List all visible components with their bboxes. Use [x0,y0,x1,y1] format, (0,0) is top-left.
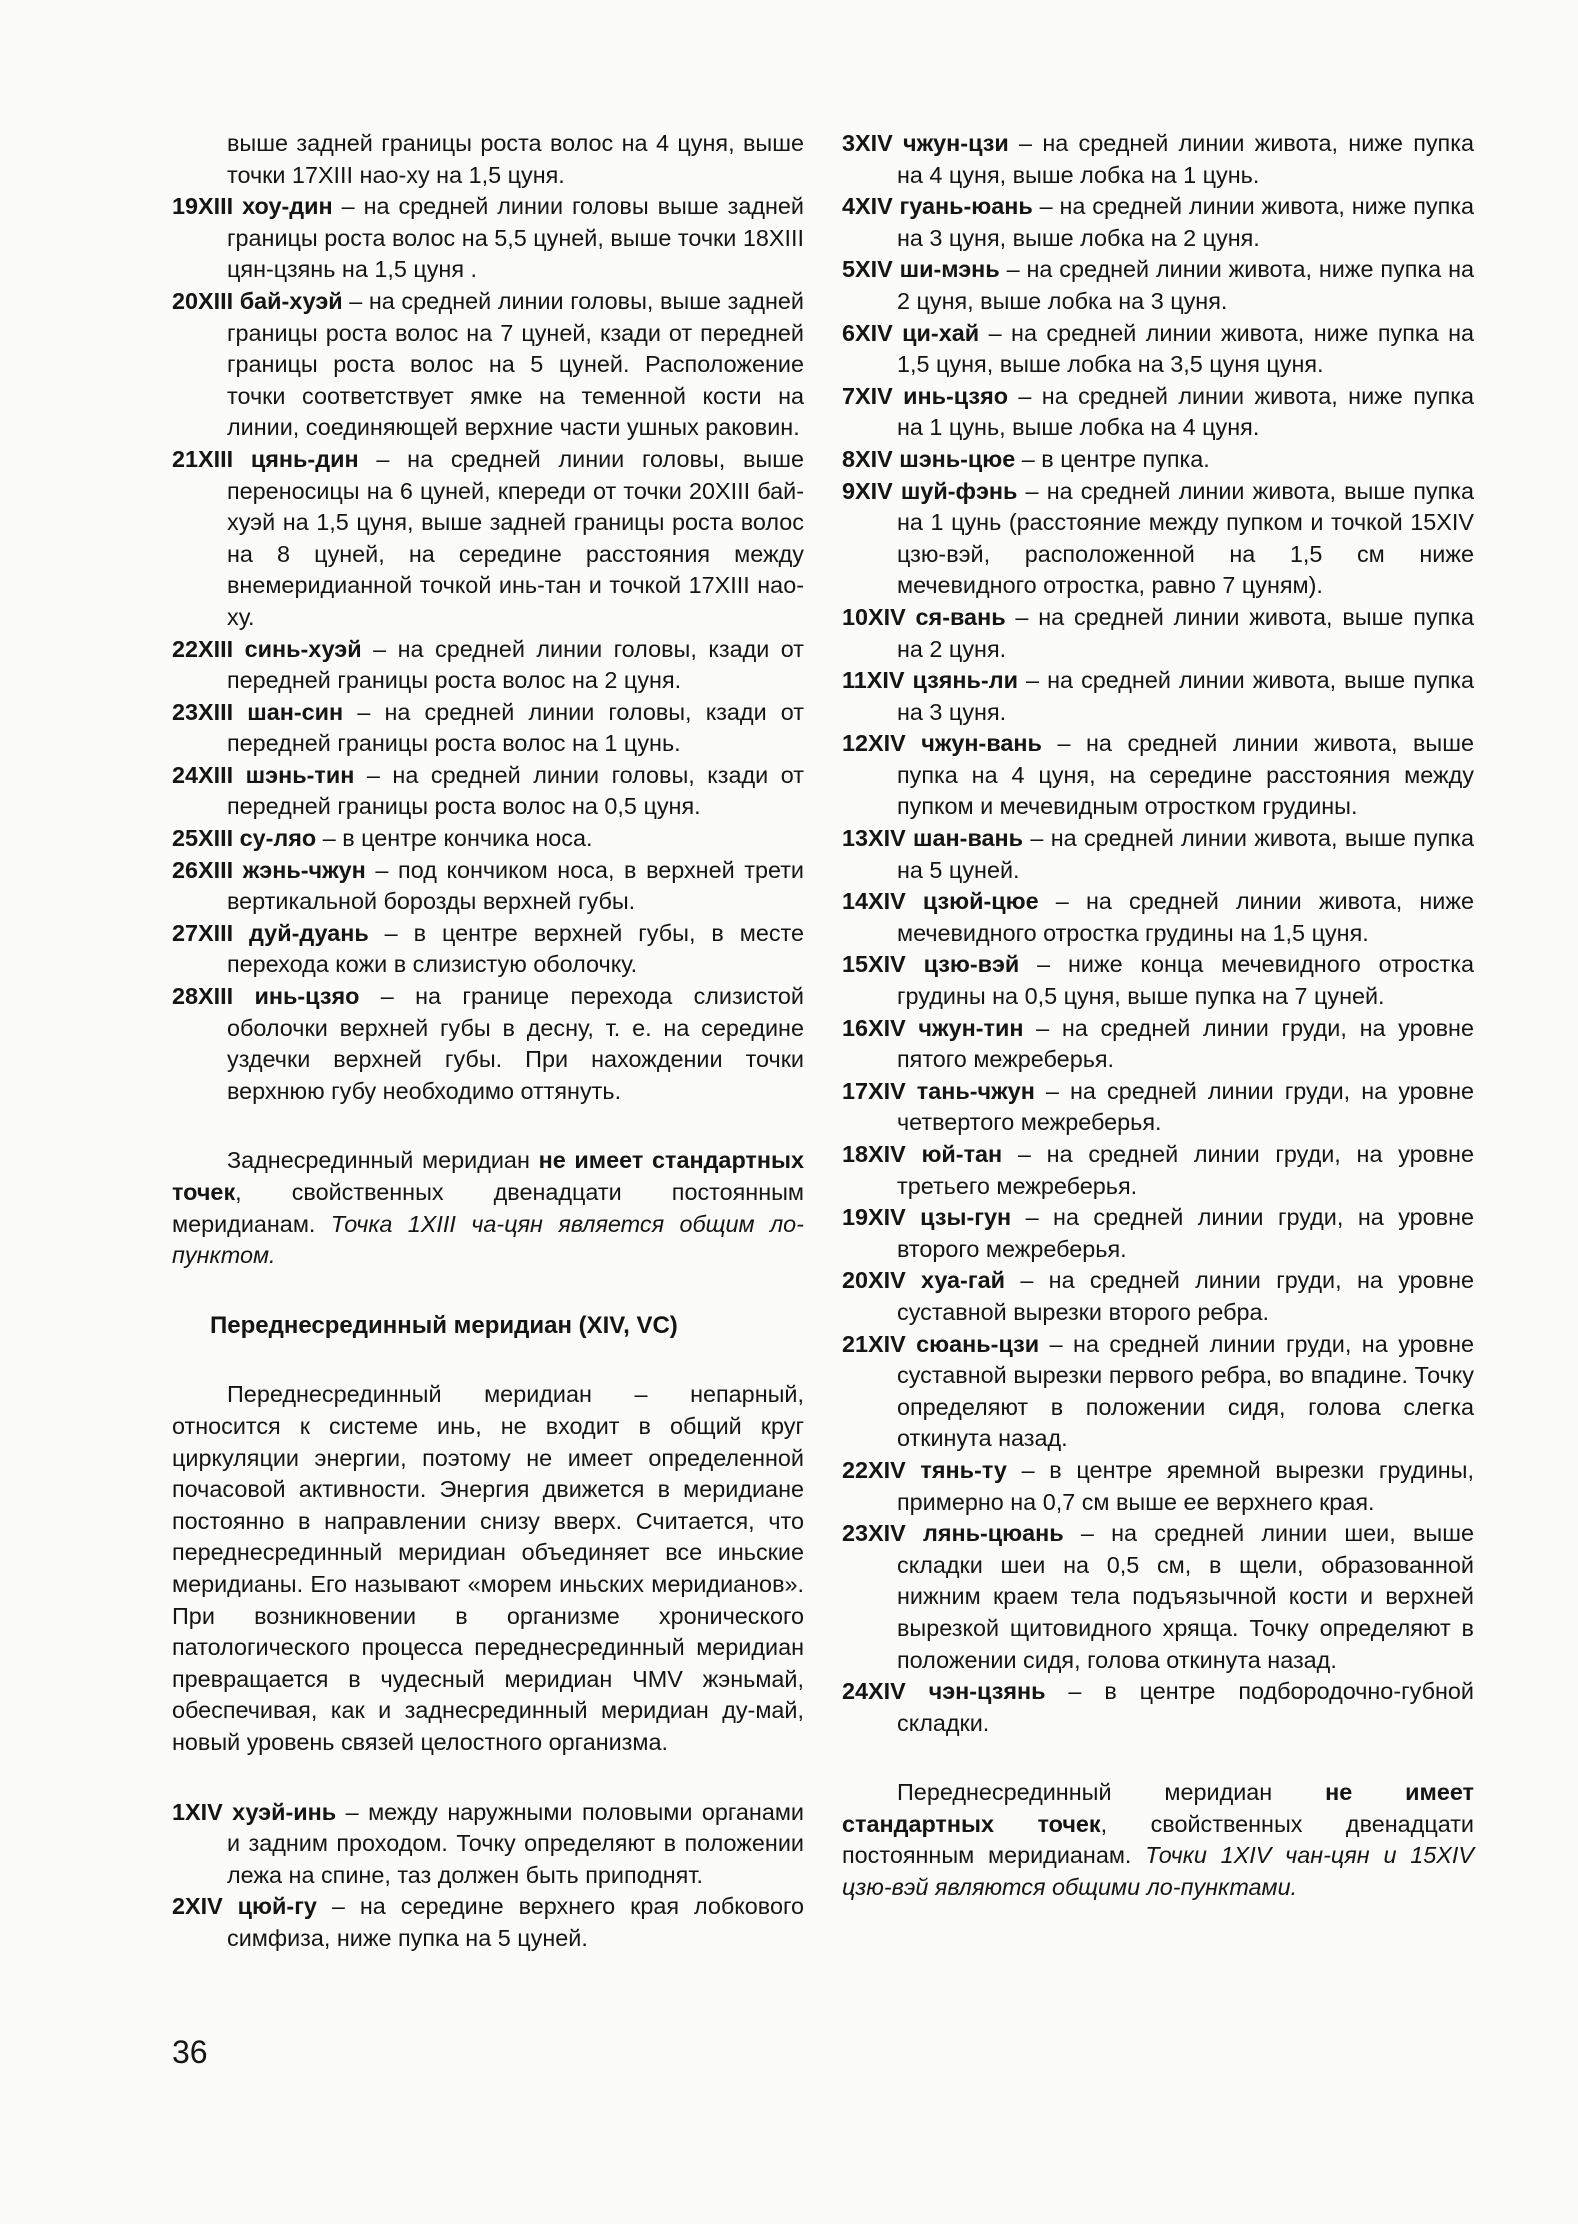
point-entry [842,886,1474,949]
point-description: – на средней линии груди, на уровне суставной вырезки первого ребра, во впадине. Точку определяют в положении сидя, голова слегка откинута назад. [897,1330,1474,1452]
point-description: – на средней линии груди, на уровне второго межреберья. [897,1204,1475,1262]
continued-entry: выше задней границы роста волос на 4 цуня, выше точки 17XIII нао-ху на 1,5 цуня. [227,130,804,188]
point-description: – на средней линии груди, на уровне третьего межреберья. [897,1141,1474,1199]
point-description: – на средней линии головы, выше переносицы на 6 цуней, кпереди от точки 20XIII бай-хуэй на 1,5 цуня, выше задней границы роста волос на 8 цуней, на середине расстояния между внемеридианной точкой инь-тан и точкой 17XIII нао-ху. [227,445,804,630]
point-entry [842,1202,1474,1265]
point-term: 11XIV цзянь-ли [842,667,1018,694]
point-term: 3XIV чжун-цзи [842,130,1009,156]
point-term: 7XIV инь-цзяо [842,382,1008,409]
point-entry [842,476,1474,602]
point-term: 17XIV тань-чжун [842,1077,1035,1104]
entry-list-xiv [842,128,1474,1739]
point-description: – на средней линии головы, кзади от передней границы роста волос на 2 цуня. [227,635,804,694]
point-entry [842,444,1474,476]
point-term: 10XIV ся-вань [842,603,1006,630]
left-column [172,128,804,1954]
intro-paragraph: Переднесрединный меридиан – непарный, относится к системе инь, не входит в общий круг циркуляции энергии, поэтому не имеет определенной почасовой активности. Энергия движется в меридиане постоянно в направлении снизу вверх. Считается, что переднесрединный меридиан объединяет все иньские меридианы. Его называют «морем иньских меридианов». При возникновении в организме хронического патологического процесса переднесрединный меридиан превращается в чудесный меридиан ЧМV жэньмай, обеспечивая, как и заднесрединный меридиан ду-май, новый уровень связей целостного организма. [172,1381,804,1755]
point-description: – на средней линии головы, выше задней границы роста волос на 7 цуней, кзади от передней границы роста волос на 5 цуней. Расположение точки соответствует ямке на теменной кости на линии, соединяющей верхние части ушных раковин. [227,287,804,441]
point-description: – на средней линии груди, на уровне пятого межреберья. [897,1014,1474,1073]
point-entry [842,1265,1474,1328]
point-term: 22XIII синь-хуэй [172,635,362,662]
point-term: 9XIV шуй-фэнь [842,477,1018,504]
point-description: – на средней линии живота, ниже пупка на 2 цуня, выше лобка на 3 цуня. [897,256,1474,314]
point-entry [172,823,804,855]
point-entry [842,1455,1474,1518]
point-description: – на средней линии головы выше задней границы роста волос на 5,5 цуней, выше точки 18XIII цян-цзянь на 1,5 цуня . [227,193,804,283]
point-description: – на средней линии живота, выше пупка на 4 цуня, на середине расстояния между пупком и мечевидным отростком грудины. [897,730,1474,820]
point-term: 27XIII дуй-дуань [172,919,369,946]
point-term: 13XIV шан-вань [842,825,1024,852]
point-entry [842,254,1474,317]
point-description: – в центре подбородочно-губной складки. [897,1678,1474,1736]
point-term: 16XIV чжун-тин [842,1014,1024,1041]
point-description: – на средней линии живота, ниже мечевидного отростка грудины на 1,5 цуня. [897,888,1474,946]
point-term: 18XIV юй-тан [842,1141,1003,1167]
point-description: – на средней линии головы, кзади от передней границы роста волос на 1 цунь. [227,698,804,757]
point-description: – на средней линии живота, ниже пупка на 3 цуня, выше лобка на 2 цуня. [897,193,1474,251]
point-entry [172,981,804,1107]
point-entry [842,728,1474,823]
point-description: – на средней линии груди, на уровне суставной вырезки второго ребра. [897,1267,1475,1325]
note-italic: Точка 1XIII ча-цян является общим ло-пунктом. [172,1210,804,1269]
point-term: 6XIV ци-хай [842,319,980,346]
point-term: 14XIV цзюй-цюе [842,888,1039,915]
point-term: 23XIV лянь-цюань [842,1520,1064,1547]
point-term: 5XIV ши-мэнь [842,256,1000,283]
point-term: 15XIV цзю-вэй [842,951,1020,978]
point-term: 20XIV хуа-гай [842,1267,1005,1294]
point-description: – на средней линии живота, выше пупка на 5 цуней. [897,825,1474,883]
point-term: 26XIII жэнь-чжун [172,856,366,883]
point-description: – в центре кончика носа. [316,825,593,852]
point-entry [842,949,1474,1012]
point-entry [172,918,804,981]
point-term: 22XIV тянь-ту [842,1456,1007,1483]
note-paragraph [172,1145,804,1271]
point-description: – на средней линии живота, ниже пупка на 4 цуня, выше лобка на 1 цунь. [897,130,1474,188]
point-entry [172,634,804,697]
point-description: – на средней линии живота, ниже пупка на 1,5 цуня, выше лобка на 3,5 цуня цуня. [897,319,1474,378]
point-entry [172,1891,804,1954]
page-number: 36 [172,2034,208,2070]
point-description: – в центре верхней губы, в месте перехода кожи в слизистую оболочку. [227,919,804,978]
point-term: 1XIV хуэй-инь [172,1798,337,1825]
point-entry [842,1013,1474,1076]
point-term: 19XIII хоу-дин [172,193,333,220]
point-entry [842,1676,1474,1739]
point-description: – на средней линии живота, выше пупка на 2 цуня. [897,603,1474,662]
point-term: 24XIV чэн-цзянь [842,1678,1046,1705]
point-description: – на средней линии живота, выше пупка на 1 цунь (расстояние между пупком и точкой 15XIV цзю-вэй, расположенной на 1,5 см ниже мечевидного отростка, равно 7 цуням). [897,477,1475,599]
point-term: 23XIII шан-син [172,698,344,725]
right-column [842,128,1474,1904]
point-term: 12XIV чжун-вань [842,730,1042,757]
note-text: Переднесрединный меридиан [897,1779,1326,1806]
point-description: – на средней линии живота, выше пупка на 3 цуня. [897,667,1475,725]
point-description: – на середине верхнего края лобкового симфиза, ниже пупка на 5 цуней. [227,1893,805,1951]
point-entry [172,286,804,444]
spacer [172,1759,804,1797]
point-description: – в центре яремной вырезки грудины, примерно на 0,7 см выше ее верхнего края. [897,1456,1474,1515]
section-heading: Переднесрединный меридиан (XIV, VC) [210,1311,678,1339]
point-entry [842,1139,1474,1202]
point-entry [172,1797,804,1892]
point-entry [842,1518,1474,1676]
note-bold: не имеет стандартных точек [842,1779,1475,1837]
point-description: – между наружными половыми органами и задним проходом. Точку определяют в положении лежа на спине, таз должен быть приподнят. [227,1798,804,1888]
note-bold: не имеет стандартных точек [172,1147,804,1205]
point-description: – под кончиком носа, в верхней трети вертикальной борозды верхней губы. [227,856,805,915]
point-term: 24XIII шэнь-тин [172,761,355,788]
point-entry [842,823,1474,886]
note-text: , свойственных двенадцати постоянным меридианам. [842,1810,1474,1869]
point-entry [842,665,1474,728]
point-entry [172,855,804,918]
point-entry [842,318,1474,381]
point-entry [842,602,1474,665]
point-entry [172,191,804,286]
point-entry [842,128,1474,191]
point-entry [842,381,1474,444]
point-description: – в центре пупка. [1015,445,1210,472]
point-term: 8XIV шэнь-цюе [842,445,1016,472]
point-entry [842,191,1474,254]
spacer [172,1272,804,1310]
entry-list-xiv-start [172,1797,804,1955]
note-text: Заднесрединный меридиан [227,1147,539,1174]
entry-list-xiii [172,191,804,1107]
spacer [172,1107,804,1145]
point-term: 19XIV цзы-гун [842,1204,1012,1231]
spacer [172,1341,804,1379]
point-term: 20XIII бай-хуэй [172,287,343,314]
point-term: 21XIII цянь-дин [172,445,359,472]
spacer [842,1739,1474,1777]
note-paragraph [842,1777,1474,1903]
point-description: – на границе перехода слизистой оболочки верхней губы в десну, т. е. на середине уздечки верхней губы. При нахождении точки верхнюю губу необходимо оттянуть. [227,983,804,1104]
point-term: 28XIII инь-цзяо [172,983,360,1010]
note-text: , свойственных двенадцати постоянным меридианам. [172,1179,804,1237]
point-description: – ниже конца мечевидного отростка грудины на 0,5 цуня, выше пупка на 7 цуней. [897,951,1474,1010]
point-entry [842,1329,1474,1455]
point-entry [172,444,804,634]
point-entry [172,697,804,760]
point-description: – на средней линии груди, на уровне четвертого межреберья. [897,1077,1475,1136]
point-description: – на средней линии живота, ниже пупка на 1 цунь, выше лобка на 4 цуня. [897,382,1474,441]
point-description: – на средней линии головы, кзади от передней границы роста волос на 0,5 цуня. [227,761,804,820]
point-term: 2XIV цюй-гу [172,1893,317,1920]
point-entry [842,1076,1474,1139]
point-term: 4XIV гуань-юань [842,193,1033,220]
note-italic: Точки 1XIV чан-цян и 15XIV цзю-вэй являются общими ло-пунктами. [842,1842,1474,1901]
point-entry [172,760,804,823]
point-description: – на средней линии шеи, выше складки шеи на 0,5 см, в щели, образованной нижним краем тела подъязычной кости и верхней вырезкой щитовидного хряща. Точку определяют в положении сидя, голова откинута назад. [897,1520,1474,1673]
point-term: 25XIII су-ляо [172,825,317,852]
point-term: 21XIV сюань-цзи [842,1330,1040,1357]
